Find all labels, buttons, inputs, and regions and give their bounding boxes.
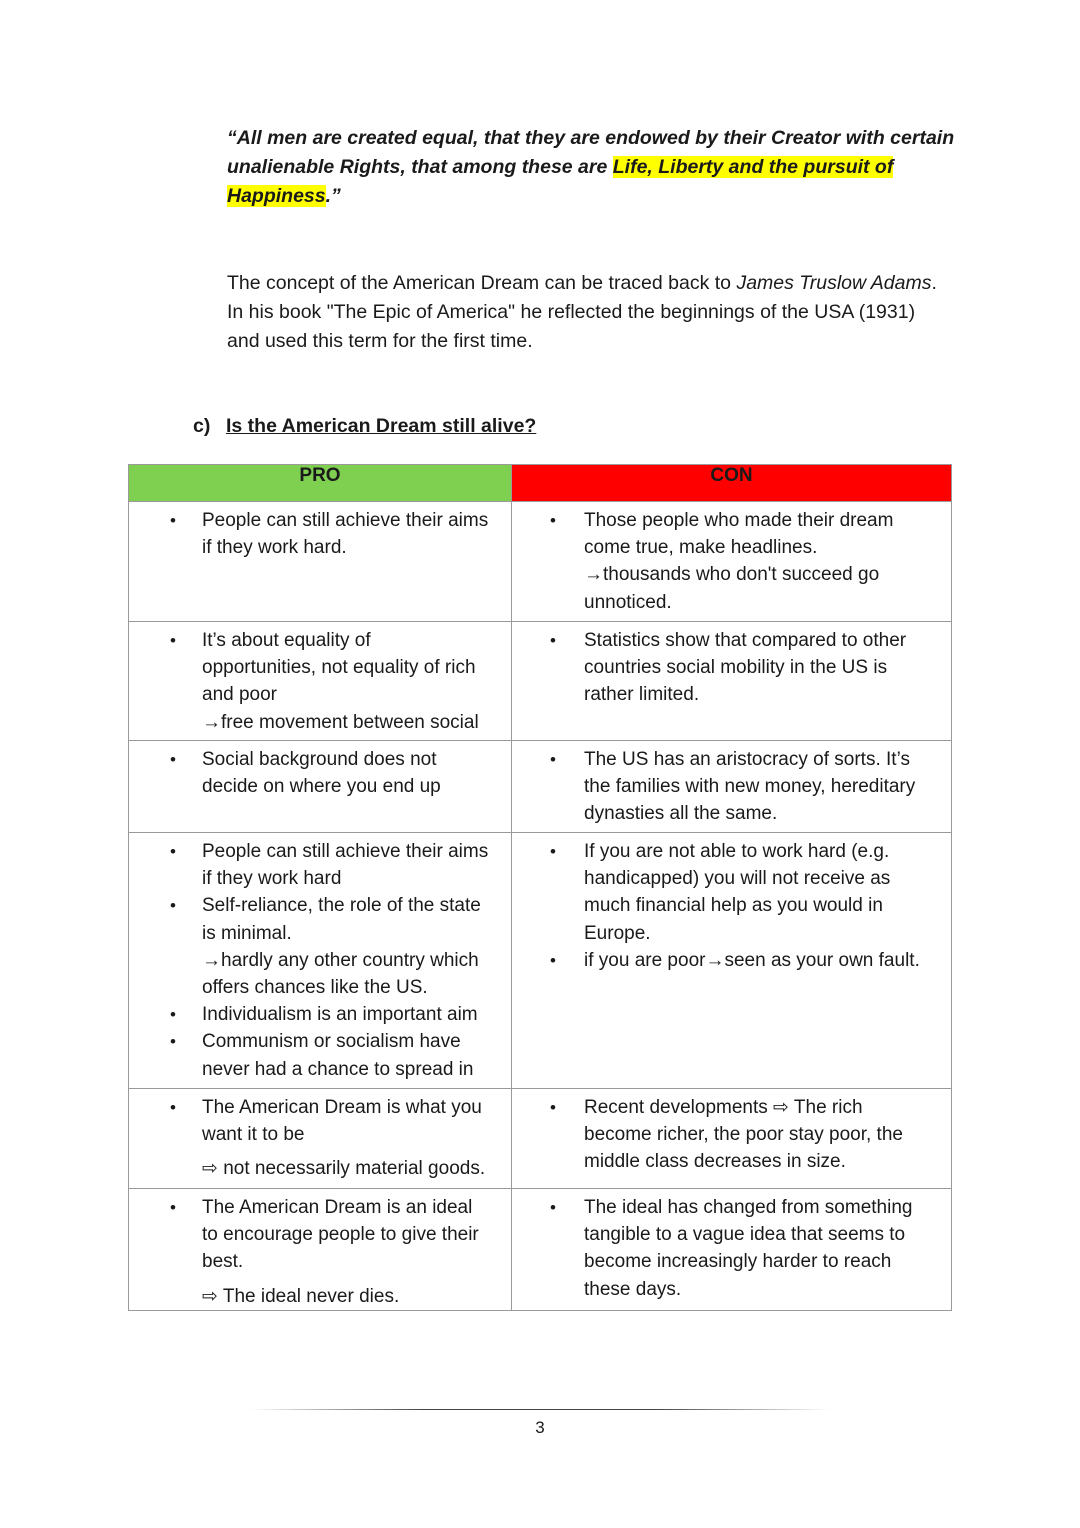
point-text: if they work hard xyxy=(202,868,342,890)
con-point xyxy=(512,627,951,709)
point-text: become increasingly harder to reach xyxy=(584,1251,892,1273)
point-text: is minimal. xyxy=(202,922,292,944)
point-text: if they work hard. xyxy=(202,537,347,559)
point-text: best. xyxy=(202,1251,244,1273)
con-cell xyxy=(512,1189,952,1311)
section-heading xyxy=(193,415,536,438)
point-text: the families with new money, hereditary xyxy=(584,776,916,798)
point-text: these days. xyxy=(584,1278,682,1300)
point-text: • if you are poor→seen as your own fault. xyxy=(584,949,920,971)
pro-cell xyxy=(129,833,512,1089)
pro-point xyxy=(129,1001,511,1028)
pro-point xyxy=(129,627,511,736)
point-text: handicapped) you will not receive as xyxy=(584,868,891,890)
pro-point xyxy=(129,838,511,892)
point-text: • Individualism is an important aim xyxy=(202,1004,478,1026)
con-point xyxy=(512,947,951,974)
footer-divider xyxy=(250,1409,830,1410)
point-text: • It’s about equality of xyxy=(202,630,371,651)
point-text: • If you are not able to work hard (e.g. xyxy=(584,841,890,862)
pro-point xyxy=(129,1028,511,1082)
pro-point xyxy=(129,1094,511,1183)
point-text: • The American Dream is what you xyxy=(202,1097,482,1118)
pro-point xyxy=(129,746,511,800)
point-text: decide on where you end up xyxy=(202,776,441,798)
point-text: →free movement between social xyxy=(202,711,479,733)
point-text: dynasties all the same. xyxy=(584,803,778,825)
declaration-quote xyxy=(227,124,987,211)
intro-text: The concept of the American Dream can be traced back to xyxy=(227,272,737,294)
quote-highlight: Happiness xyxy=(227,185,326,207)
point-text: to encourage people to give their xyxy=(202,1224,479,1246)
point-text: • The American Dream is an ideal xyxy=(202,1197,473,1218)
point-text: • Self-reliance, the role of the state xyxy=(202,895,481,917)
pro-point xyxy=(129,892,511,1001)
con-point xyxy=(512,838,951,947)
intro-paragraph: The concept of the American Dream can be traced back to James Truslow Adams. In his book "The Epic of America" he reflected the beginnings of the USA (1931) and used this term for the first time. xyxy=(227,272,937,352)
point-text: countries social mobility in the US is xyxy=(584,657,888,679)
point-text: • The ideal has changed from something xyxy=(584,1197,913,1218)
point-text: • Communism or socialism have xyxy=(202,1031,461,1053)
author-name: James Truslow Adams xyxy=(736,272,932,294)
point-text: • People can still achieve their aims xyxy=(202,510,489,531)
section-title: Is the American Dream still alive? xyxy=(226,415,537,437)
point-text: opportunities, not equality of rich xyxy=(202,657,476,679)
quote-highlight: Life, Liberty and the pursuit of xyxy=(612,156,894,178)
point-text: • The US has an aristocracy of sorts. It’s xyxy=(584,749,910,770)
point-text: →hardly any other country which xyxy=(202,949,479,971)
point-text: • People can still achieve their aims xyxy=(202,841,489,862)
pro-con-table xyxy=(128,464,952,1311)
pro-point xyxy=(129,1194,511,1310)
point-text: • Recent developments ⇨ The rich xyxy=(584,1097,863,1118)
pro-cell xyxy=(129,622,512,741)
con-cell xyxy=(512,622,952,741)
point-text: unnoticed. xyxy=(584,591,672,613)
point-text: and poor xyxy=(202,684,278,706)
point-conclusion: ⇨ not necessarily material goods. xyxy=(202,1158,486,1180)
con-point xyxy=(512,1094,951,1176)
pro-cell xyxy=(129,1189,512,1311)
con-point xyxy=(512,507,951,616)
point-text: offers chances like the US. xyxy=(202,977,428,999)
table-row xyxy=(129,833,952,1089)
con-cell xyxy=(512,741,952,833)
page-number: 3 xyxy=(535,1418,545,1437)
pro-point xyxy=(129,507,511,561)
point-text: middle class decreases in size. xyxy=(584,1151,846,1173)
table-row xyxy=(129,502,952,622)
point-text: • Statistics show that compared to other xyxy=(584,630,907,651)
pro-cell xyxy=(129,741,512,833)
con-cell xyxy=(512,833,952,1089)
table-row xyxy=(129,1089,952,1189)
point-text: never had a chance to spread in xyxy=(202,1058,474,1080)
point-text: tangible to a vague idea that seems to xyxy=(584,1224,906,1246)
table-row xyxy=(129,741,952,833)
point-text: much financial help as you would in xyxy=(584,895,883,917)
point-text: rather limited. xyxy=(584,684,700,706)
point-text: →thousands who don't succeed go xyxy=(584,564,880,586)
con-point xyxy=(512,746,951,828)
point-text: • Social background does not xyxy=(202,749,437,770)
pro-cell xyxy=(129,502,512,622)
quote-text: “All men are created equal, that they are endowed by their Creator with certain unalienable Rights, that among these are xyxy=(227,127,955,178)
point-text: want it to be xyxy=(202,1124,305,1146)
point-text: • Those people who made their dream xyxy=(584,510,894,531)
point-text: become richer, the poor stay poor, the xyxy=(584,1124,903,1146)
quote-end: .” xyxy=(325,185,341,207)
table-row xyxy=(129,1189,952,1311)
table-row xyxy=(129,622,952,741)
point-text: Europe. xyxy=(584,922,651,944)
section-label: c) xyxy=(193,415,211,437)
pro-header: PRO xyxy=(129,465,512,502)
point-text: come true, make headlines. xyxy=(584,537,818,559)
con-point xyxy=(512,1194,951,1303)
intro-text: and used this term for the first time. xyxy=(227,330,533,352)
con-cell xyxy=(512,1089,952,1189)
con-header: CON xyxy=(512,465,952,502)
pro-cell xyxy=(129,1089,512,1189)
con-cell xyxy=(512,502,952,622)
point-conclusion: ⇨ The ideal never dies. xyxy=(202,1285,400,1307)
intro-text: In his book "The Epic of America" he reflected the beginnings of the USA (1931) xyxy=(227,301,916,323)
